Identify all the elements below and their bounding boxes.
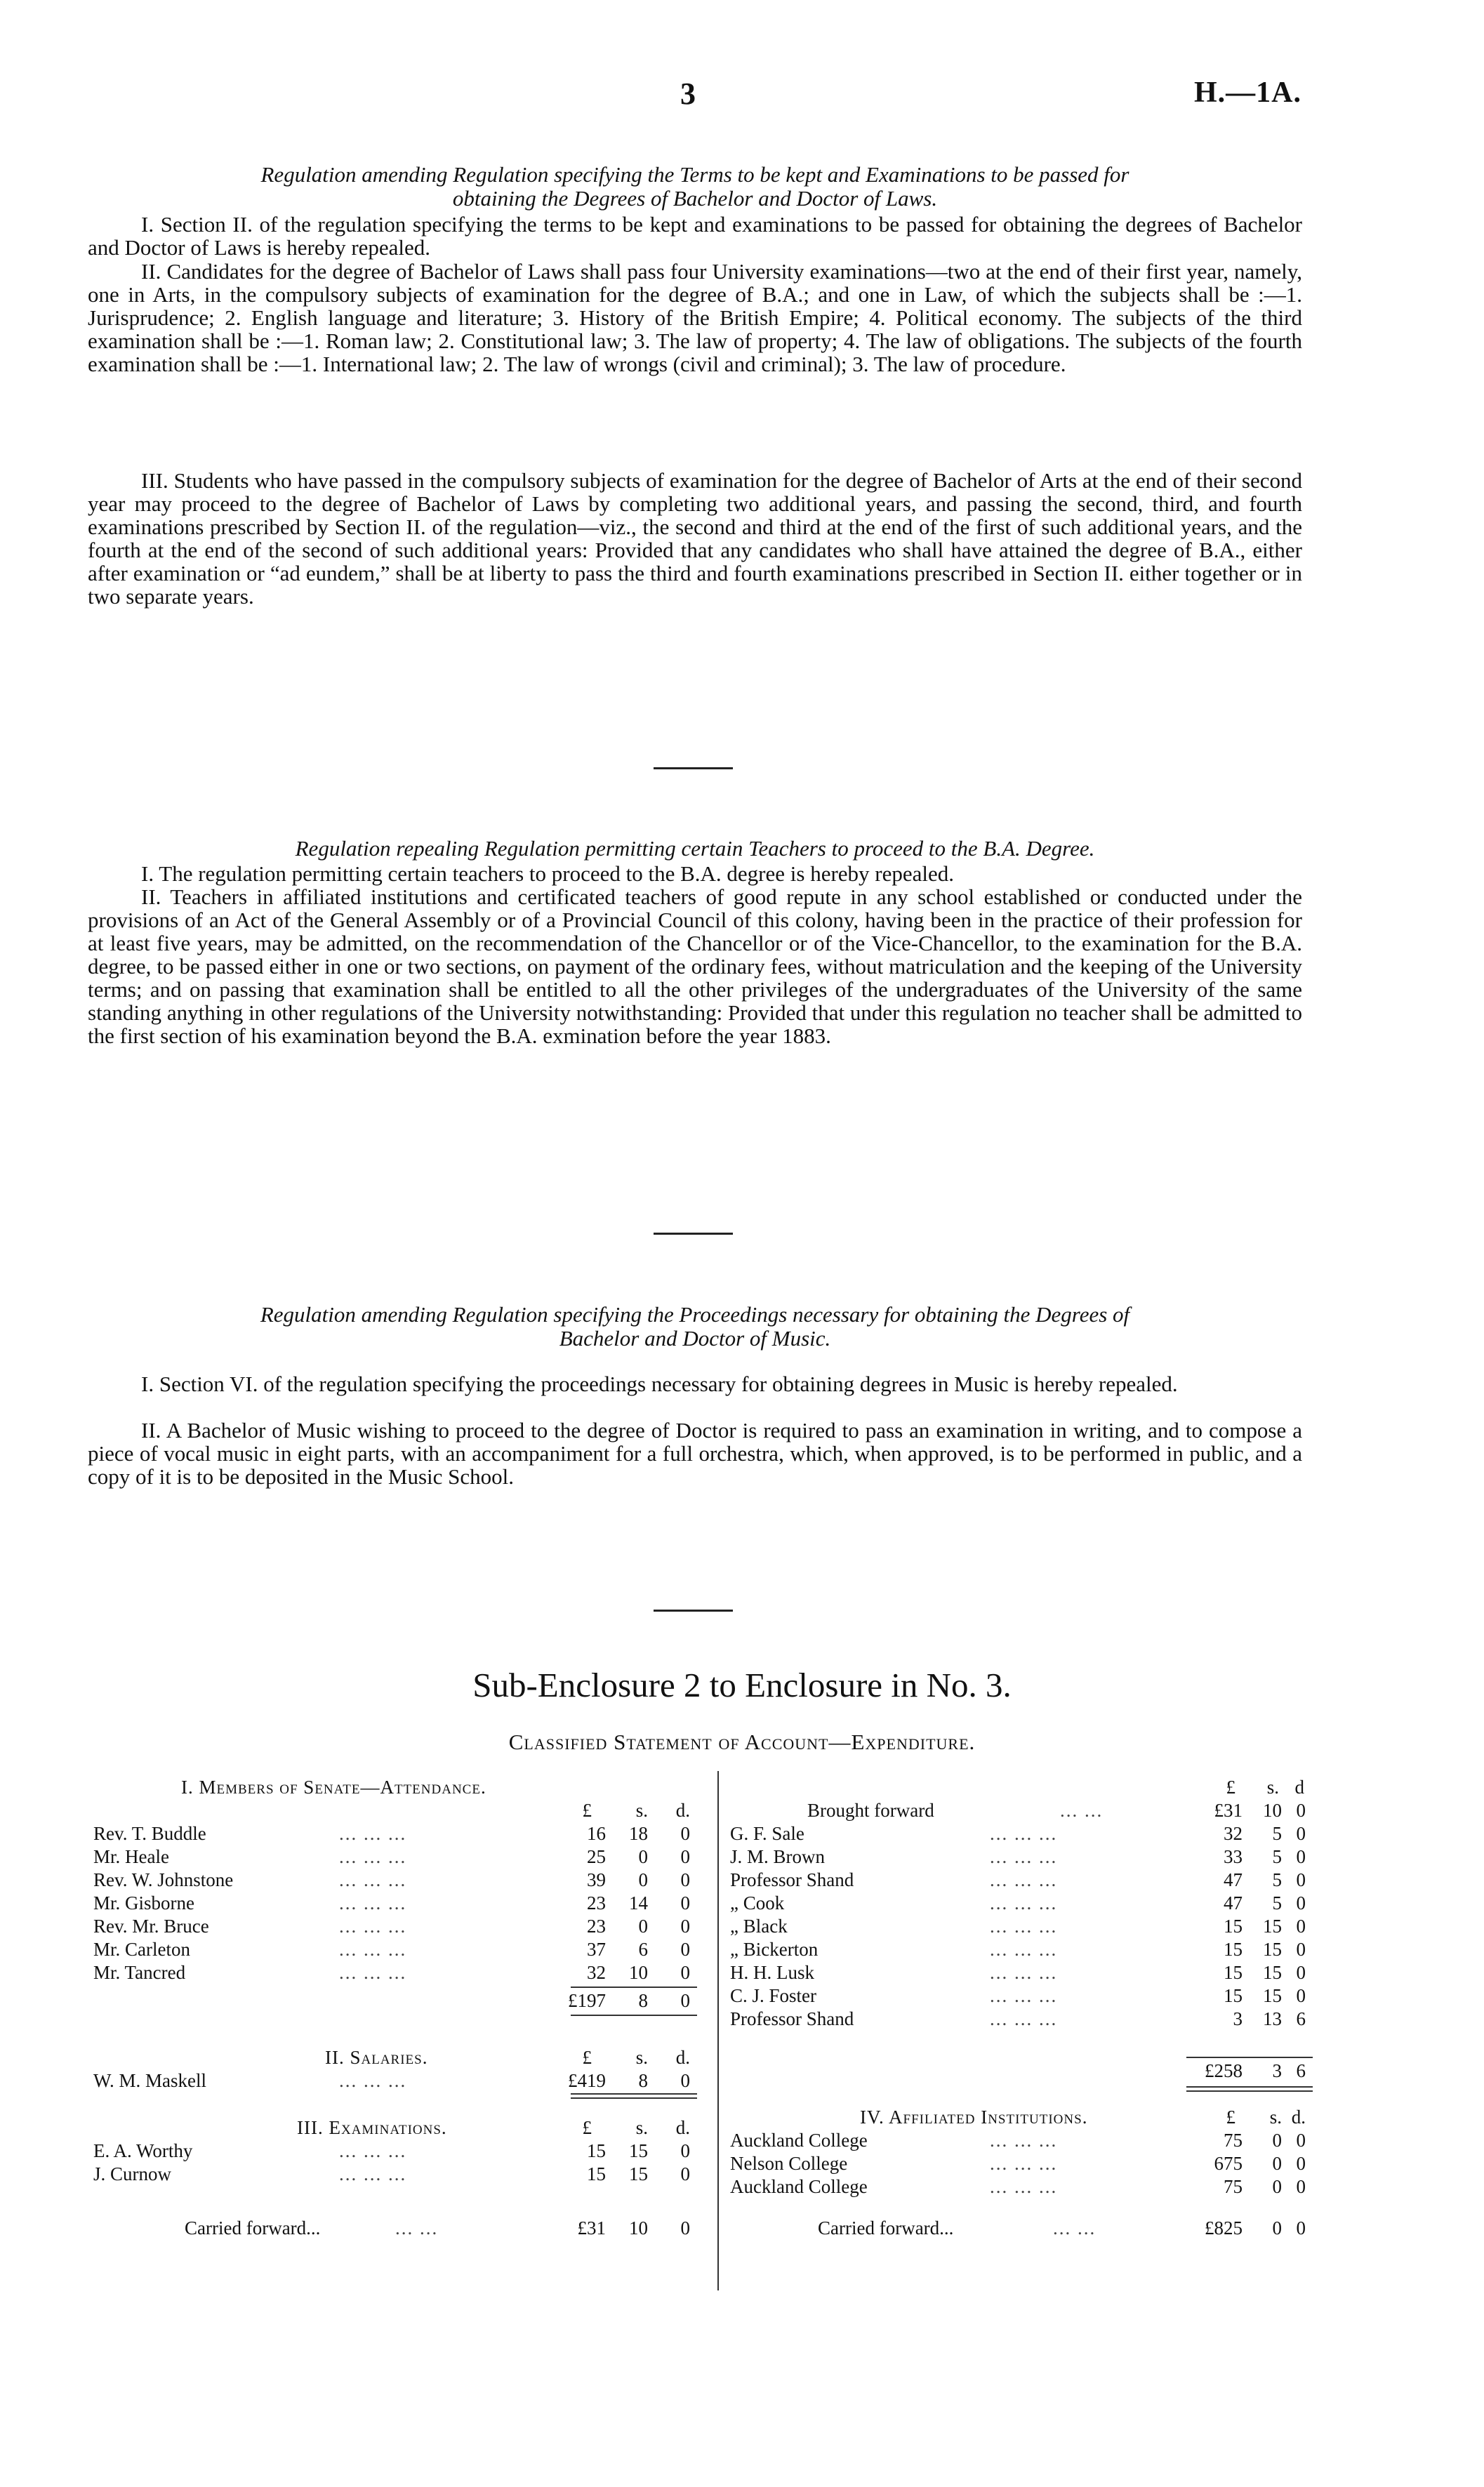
entry-name: Professor Shand xyxy=(730,2008,854,2029)
entry-name: Auckland College xyxy=(730,2130,868,2151)
entry-name: Mr. Gisborne xyxy=(93,1892,194,1914)
table-row xyxy=(730,1915,1313,1938)
table-row xyxy=(730,1845,1313,1869)
entry-pence: 0 xyxy=(680,2140,690,2161)
leader-dots: ... ... ... xyxy=(339,1869,407,1890)
entry-pounds: 23 xyxy=(587,1916,606,1937)
entry-pence: 0 xyxy=(680,1962,690,1983)
brought-forward-row xyxy=(730,1799,1313,1822)
leader-dots: ... ... ... xyxy=(339,2163,407,2184)
leader-dots: ... ... ... xyxy=(990,1892,1058,1914)
carried-forward-pounds: £31 xyxy=(577,2217,606,2239)
right-total-pence: 6 xyxy=(1296,2060,1306,2081)
senate-total-rule xyxy=(571,1987,697,1988)
entry-shillings: 0 xyxy=(638,1846,648,1867)
section-1-title xyxy=(88,163,1302,211)
entry-pounds: 75 xyxy=(1224,2176,1243,2197)
leader-dots: ... ... ... xyxy=(990,1939,1058,1960)
carried-forward-label: Carried forward... xyxy=(818,2217,954,2239)
entry-name: „ Cook xyxy=(730,1892,785,1914)
right-total-row xyxy=(730,2060,1313,2083)
senate-heading: I. Members of Senate—Attendance. xyxy=(181,1777,486,1798)
right-carried-forward-row xyxy=(730,2217,1313,2240)
left-column-headers xyxy=(93,1799,697,1822)
leader-dots: ... ... ... xyxy=(990,1869,1058,1890)
entry-pence: 0 xyxy=(680,1846,690,1867)
pence-header: d. xyxy=(1291,2107,1306,2128)
entry-pounds: 15 xyxy=(587,2163,606,2184)
table-row xyxy=(730,1892,1313,1915)
section-1-title-line-1: Regulation amending Regulation specifying the Terms to be kept and Examinations to be passed for xyxy=(260,162,1129,187)
entry-pounds: 15 xyxy=(1224,1985,1243,2006)
entry-pounds: 15 xyxy=(1224,1916,1243,1937)
entry-pence: 0 xyxy=(1296,2153,1306,2174)
carried-forward-shillings: 0 xyxy=(1272,2217,1282,2239)
brought-forward-shillings: 10 xyxy=(1263,1800,1282,1821)
table-row xyxy=(93,1822,697,1845)
leader-dots: ... ... ... xyxy=(339,2070,407,2091)
entry-name: J. M. Brown xyxy=(730,1846,826,1867)
entry-pence: 0 xyxy=(1296,2176,1306,2197)
table-row xyxy=(93,2140,697,2163)
section-3-paragraph-1: I. Section VI. of the regulation specifying the proceedings necessary for obtaining degrees in Music is hereby repealed. xyxy=(141,1372,1178,1396)
section-1-paragraph-3: III. Students who have passed in the compulsory subjects of examination for the degree of Bachelor of Arts at the end of their second year may proceed to the degree of Bachelor of Laws by completing two additional years, and passing the second, third, and fourth examinations prescribed by Section II. of the regulation—viz., the second and third at the end of the first of such additional years, and the fourth at the end of the second of such additional years: Provided that any candidates who shall have attained the degree of B.A., either after examination or “ad eundem,” shall be at liberty to pass the third and fourth examinations prescribed in Section II. either together or in two separate years. xyxy=(88,468,1302,609)
entry-name: „ Bickerton xyxy=(730,1939,819,1960)
carried-forward-pence: 0 xyxy=(680,2217,690,2239)
entry-pounds: 47 xyxy=(1224,1869,1243,1890)
entry-pence: 0 xyxy=(1296,2130,1306,2151)
section-3-title xyxy=(88,1303,1302,1351)
entry-pence: 0 xyxy=(680,1939,690,1960)
entry-name: Rev. T. Buddle xyxy=(93,1823,206,1844)
leader-dots: ... ... ... xyxy=(990,1846,1058,1867)
leader-dots: ... ... ... xyxy=(339,1846,407,1867)
entry-pounds: 32 xyxy=(1224,1823,1243,1844)
page-number: 3 xyxy=(680,77,696,111)
examinations-heading: III. Examinations. xyxy=(297,2117,447,2138)
entry-pounds: 75 xyxy=(1224,2130,1243,2151)
entry-name: H. H. Lusk xyxy=(730,1962,814,1983)
left-expenditure-table xyxy=(93,1776,697,2295)
table-row xyxy=(93,1961,697,1984)
entry-pence: 0 xyxy=(1296,1823,1306,1844)
leader-dots: ... ... ... xyxy=(990,2176,1058,2197)
pound-header: £ xyxy=(582,2047,592,2068)
entry-name: Rev. W. Johnstone xyxy=(93,1869,234,1890)
entry-name: J. Curnow xyxy=(93,2163,172,2184)
entry-pence: 0 xyxy=(1296,1846,1306,1867)
entry-name: E. A. Worthy xyxy=(93,2140,193,2161)
section-3-paragraph-2: II. A Bachelor of Music wishing to proceed to the degree of Doctor is required to pass an examination in writing, and to compose a piece of vocal music in eight parts, with an accompaniment for a full orchestra, which, when approved, is to be performed in public, and a copy of it is to be deposited in the Music School. xyxy=(88,1418,1302,1489)
entry-name: Mr. Tancred xyxy=(93,1962,186,1983)
entry-shillings: 0 xyxy=(638,1869,648,1890)
entry-shillings: 15 xyxy=(1263,1916,1282,1937)
entry-pence: 0 xyxy=(680,1892,690,1914)
entry-pounds: 15 xyxy=(587,2140,606,2161)
senate-total-underline xyxy=(571,2015,697,2016)
pence-header: d xyxy=(1294,1777,1304,1798)
section-2-paragraph-2: II. Teachers in affiliated institutions and certificated teachers of good repute in any school established or conducted under the provisions of an Act of the General Assembly or of a Provincial Council of this colony, having been in the practice of their profession for at least five years, may be admitted, on the recommendation of the Chancellor or of the Vice-Chancellor, to the examination for the B.A. degree, to be passed either in one or two sections, on payment of the ordinary fees, without matriculation and the keeping of the University terms; and on passing that examination shall be entitled to all the other privileges of the undergraduates of the University of the same standing anything in other regulations of the University notwithstanding: Provided that under this regulation no teacher shall be admitted to the first section of his examination beyond the B.A. exmination before the year 1883. xyxy=(88,884,1302,1048)
table-row xyxy=(730,2129,1313,2152)
entry-pounds: 675 xyxy=(1214,2153,1243,2174)
entry-name: Auckland College xyxy=(730,2176,868,2197)
entry-pounds: 3 xyxy=(1233,2008,1243,2029)
entry-shillings: 8 xyxy=(638,2070,648,2091)
entry-shillings: 15 xyxy=(629,2140,648,2161)
right-total-rule xyxy=(1186,2057,1313,2058)
leader-dots: ... ... ... xyxy=(339,1892,407,1914)
table-row xyxy=(730,2152,1313,2175)
entry-shillings: 0 xyxy=(1272,2176,1282,2197)
pence-header: d. xyxy=(675,2047,690,2068)
entry-pence: 0 xyxy=(1296,1869,1306,1890)
leader-dots: ... ... ... xyxy=(339,1823,407,1844)
affiliated-heading: IV. Affiliated Institutions. xyxy=(860,2107,1088,2128)
entry-shillings: 5 xyxy=(1272,1892,1282,1914)
right-total-double-rule-2 xyxy=(1186,2090,1313,2092)
entry-pence: 0 xyxy=(680,1823,690,1844)
leader-dots: ... ... ... xyxy=(990,1985,1058,2006)
table-row xyxy=(93,2163,697,2186)
entry-shillings: 13 xyxy=(1263,2008,1282,2029)
leader-dots: ... ... xyxy=(1053,2217,1097,2239)
entry-pounds: £419 xyxy=(568,2070,606,2091)
entry-shillings: 5 xyxy=(1272,1823,1282,1844)
entry-pence: 0 xyxy=(680,2163,690,2184)
entry-pence: 6 xyxy=(1296,2008,1306,2029)
pence-header: d. xyxy=(675,2117,690,2138)
salaries-heading: II. Salaries. xyxy=(325,2047,428,2068)
left-carried-forward-row xyxy=(93,2217,697,2240)
leader-dots: ... ... xyxy=(395,2217,439,2239)
carried-forward-label: Carried forward... xyxy=(185,2217,321,2239)
section-1-paragraph-1: I. Section II. of the regulation specifying the terms to be kept and examinations to be passed for obtaining the degrees of Bachelor and Doctor of Laws is hereby repealed. xyxy=(88,212,1302,260)
entry-shillings: 0 xyxy=(1272,2130,1282,2151)
entry-shillings: 15 xyxy=(1263,1939,1282,1960)
table-row xyxy=(730,1961,1313,1984)
section-2-paragraph-1: I. The regulation permitting certain teachers to proceed to the B.A. degree is hereby repealed. xyxy=(141,861,955,886)
entry-pounds: 33 xyxy=(1224,1846,1243,1867)
entry-shillings: 5 xyxy=(1272,1869,1282,1890)
senate-total-pence: 0 xyxy=(680,1990,690,2011)
table-row xyxy=(730,2008,1313,2031)
table-row xyxy=(93,1938,697,1961)
table-row xyxy=(93,1915,697,1938)
right-total-shillings: 3 xyxy=(1272,2060,1282,2081)
entry-pounds: 15 xyxy=(1224,1939,1243,1960)
shilling-header: s. xyxy=(1269,2107,1282,2128)
sub-enclosure-heading: Sub-Enclosure 2 to Enclosure in No. 3. xyxy=(472,1666,1012,1704)
brought-forward-pounds: £31 xyxy=(1214,1800,1243,1821)
entry-name: W. M. Maskell xyxy=(93,2070,206,2091)
entry-pence: 0 xyxy=(1296,1939,1306,1960)
section-divider xyxy=(654,767,733,769)
entry-pounds: 32 xyxy=(587,1962,606,1983)
brought-forward-pence: 0 xyxy=(1296,1800,1306,1821)
entry-name: C. J. Foster xyxy=(730,1985,817,2006)
table-row xyxy=(730,2175,1313,2198)
entry-shillings: 10 xyxy=(629,1962,648,1983)
table-row xyxy=(730,1822,1313,1845)
entry-pounds: 16 xyxy=(587,1823,606,1844)
entry-name: G. F. Sale xyxy=(730,1823,804,1844)
pound-header: £ xyxy=(582,2117,592,2138)
leader-dots: ... ... ... xyxy=(339,1916,407,1937)
entry-shillings: 0 xyxy=(1272,2153,1282,2174)
section-3-title-line-2: Bachelor and Doctor of Music. xyxy=(559,1326,831,1351)
column-divider xyxy=(717,1771,719,2290)
shilling-header: s. xyxy=(635,1800,648,1821)
entry-name: „ Black xyxy=(730,1916,788,1937)
entry-pounds: 37 xyxy=(587,1939,606,1960)
entry-pence: 0 xyxy=(1296,1985,1306,2006)
left-column-headers-2 xyxy=(93,2046,697,2069)
section-divider xyxy=(654,1610,733,1612)
section-1-title-line-2: obtaining the Degrees of Bachelor and Doctor of Laws. xyxy=(452,186,938,211)
shilling-header: s. xyxy=(1266,1777,1279,1798)
section-1-paragraph-2: II. Candidates for the degree of Bachelor of Laws shall pass four University examinations—two at the end of their first year, namely, one in Arts, in the compulsory subjects of examination for the degree of B.A.; and one in Law, of which the subjects shall be :—1. Jurisprudence; 2. English language and literature; 3. History of the British Empire; 4. Political economy. The subjects of the third examination shall be :—1. Roman law; 2. Constitutional law; 3. The law of property; 4. The law of obligations. The subjects of the fourth examination shall be :—1. International law; 2. The law of wrongs (civil and criminal); 3. The law of procedure. xyxy=(88,259,1302,376)
leader-dots: ... ... ... xyxy=(339,1962,407,1983)
carried-forward-pounds: £825 xyxy=(1205,2217,1243,2239)
section-2-title: Regulation repealing Regulation permitting certain Teachers to proceed to the B.A. Degree. xyxy=(295,836,1095,861)
table-row xyxy=(730,1938,1313,1961)
table-row xyxy=(93,1892,697,1915)
shilling-header: s. xyxy=(635,2047,648,2068)
brought-forward-label: Brought forward xyxy=(807,1800,934,1821)
entry-shillings: 6 xyxy=(638,1939,648,1960)
entry-pence: 0 xyxy=(680,1916,690,1937)
left-column-headers-3 xyxy=(93,2116,697,2140)
salary-double-rule-2 xyxy=(571,2097,697,2099)
section-divider xyxy=(654,1233,733,1235)
entry-pounds: 15 xyxy=(1224,1962,1243,1983)
leader-dots: ... ... ... xyxy=(990,2153,1058,2174)
right-column-headers xyxy=(730,1776,1313,1799)
table-row xyxy=(93,1845,697,1869)
section-3-title-line-1: Regulation amending Regulation specifying the Proceedings necessary for obtaining the Degrees of xyxy=(260,1302,1130,1327)
leader-dots: ... ... ... xyxy=(990,2008,1058,2029)
salary-double-rule-1 xyxy=(571,2093,697,2095)
leader-dots: ... ... xyxy=(1060,1800,1104,1821)
affiliated-column-headers xyxy=(730,2106,1313,2129)
carried-forward-pence: 0 xyxy=(1296,2217,1306,2239)
entry-name: Rev. Mr. Bruce xyxy=(93,1916,209,1937)
entry-shillings: 18 xyxy=(629,1823,648,1844)
table-row xyxy=(93,1869,697,1892)
entry-shillings: 14 xyxy=(629,1892,648,1914)
pound-header: £ xyxy=(1226,1777,1235,1798)
leader-dots: ... ... ... xyxy=(990,1823,1058,1844)
pence-header: d. xyxy=(675,1800,690,1821)
entry-pounds: 39 xyxy=(587,1869,606,1890)
leader-dots: ... ... ... xyxy=(990,1916,1058,1937)
pound-header: £ xyxy=(1226,2107,1235,2128)
entry-pence: 0 xyxy=(1296,1892,1306,1914)
entry-shillings: 15 xyxy=(1263,1985,1282,2006)
entry-pounds: 47 xyxy=(1224,1892,1243,1914)
senate-total-shillings: 8 xyxy=(638,1990,648,2011)
entry-name: Professor Shand xyxy=(730,1869,854,1890)
entry-shillings: 0 xyxy=(638,1916,648,1937)
document-reference: H.—1A. xyxy=(1194,77,1301,109)
entry-shillings: 15 xyxy=(629,2163,648,2184)
right-expenditure-table xyxy=(730,1776,1313,2295)
entry-shillings: 5 xyxy=(1272,1846,1282,1867)
leader-dots: ... ... ... xyxy=(339,2140,407,2161)
classified-statement-heading: Classified Statement of Account—Expenditure. xyxy=(508,1730,976,1754)
senate-total-row xyxy=(93,1989,697,2012)
entry-name: Mr. Carleton xyxy=(93,1939,190,1960)
leader-dots: ... ... ... xyxy=(990,2130,1058,2151)
right-total-double-rule-1 xyxy=(1186,2086,1313,2088)
entry-pounds: 25 xyxy=(587,1846,606,1867)
entry-pence: 0 xyxy=(1296,1962,1306,1983)
entry-name: Nelson College xyxy=(730,2153,848,2174)
entry-name: Mr. Heale xyxy=(93,1846,169,1867)
entry-pounds: 23 xyxy=(587,1892,606,1914)
leader-dots: ... ... ... xyxy=(990,1962,1058,1983)
shilling-header: s. xyxy=(635,2117,648,2138)
table-row xyxy=(93,2069,697,2093)
table-row xyxy=(730,1869,1313,1892)
entry-pence: 0 xyxy=(1296,1916,1306,1937)
entry-pence: 0 xyxy=(680,1869,690,1890)
right-total-pounds: £258 xyxy=(1205,2060,1243,2081)
leader-dots: ... ... ... xyxy=(339,1939,407,1960)
pound-header: £ xyxy=(582,1800,592,1821)
entry-shillings: 15 xyxy=(1263,1962,1282,1983)
senate-total-pounds: £197 xyxy=(568,1990,606,2011)
entry-pence: 0 xyxy=(680,2070,690,2091)
table-row xyxy=(730,1984,1313,2008)
carried-forward-shillings: 10 xyxy=(629,2217,648,2239)
